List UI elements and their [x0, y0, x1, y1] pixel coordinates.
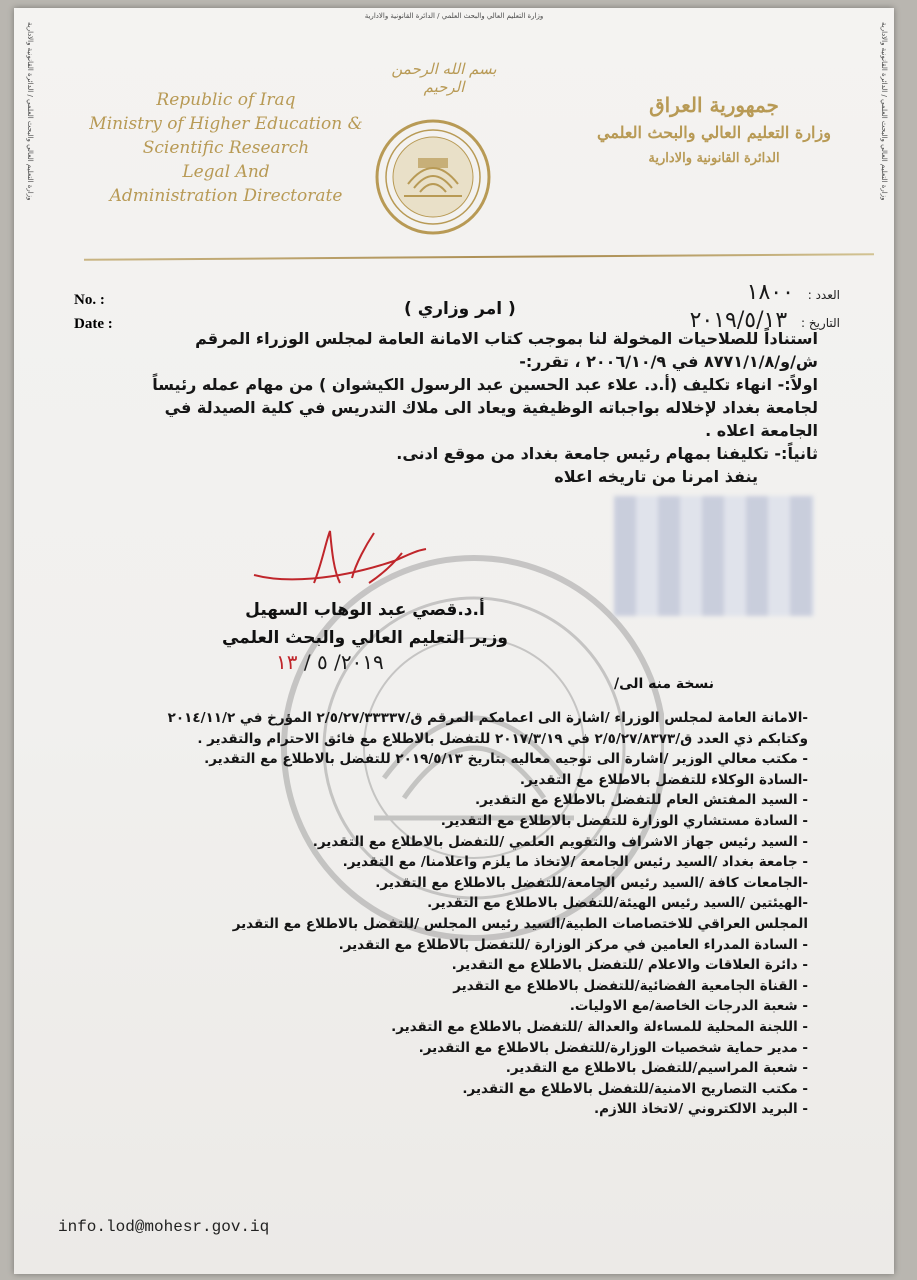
copy-recipient-line: - مكتب التصاريح الامنية/للتفضل بالاطلاع مع التقدير. [462, 1080, 808, 1097]
body-line: الجامعة اعلاه . [705, 421, 818, 440]
letterhead-ar-line: جمهورية العراق [649, 93, 779, 117]
footer-email: info.lod@mohesr.gov.iq [58, 1218, 270, 1236]
copies-list [108, 708, 808, 1120]
copy-recipient-line: -الجامعات كافة /السيد رئيس الجامعة/للتفضل بالاطلاع مع التقدير. [375, 874, 808, 891]
date-label: Date : [74, 316, 113, 332]
copy-recipient-line: - السادة مستشاري الوزارة للتفضل بالاطلاع مع التقدير. [440, 812, 808, 829]
letterhead-arabic [594, 90, 834, 172]
number-value: ١٨٠٠ [746, 280, 794, 305]
copy-recipient-line: - البريد الالكتروني /لاتخاذ اللازم. [593, 1101, 808, 1118]
body-line: لجامعة بغداد لإخلاله بواجباته الوظيفية ويعاد الى ملاك التدريس في كلية الصيدلة في [164, 398, 818, 417]
document-page [14, 8, 894, 1274]
body-line: ينفذ امرنا من تاريخه اعلاه [554, 467, 758, 486]
copy-recipient-line: - السادة المدراء العامين في مركز الوزارة /للتفضل بالاطلاع مع التقدير. [338, 936, 808, 953]
body-line: استناداً للصلاحيات المخولة لنا بموجب كتاب الامانة العامة لمجلس الوزراء المرقم [195, 329, 818, 348]
copy-recipient-line: - شعبة الدرجات الخاصة/مع الاوليات. [569, 998, 808, 1015]
top-border-text: وزارة التعليم العالي والبحث العلمي / الدائرة القانونية والادارية [364, 12, 544, 20]
letterhead-ar-line: الدائرة القانونية والادارية [648, 151, 780, 166]
meta-english [74, 288, 113, 336]
letterhead-ar-line: وزارة التعليم العالي والبحث العلمي [597, 123, 831, 142]
body-line: ش/و/٨٧٧١/١/٨ في ٢٠٠٦/١٠/٩ ، تقرر:- [519, 352, 818, 371]
copy-recipient-line: - القناة الجامعية الفضائية/للتفضل بالاطلاع مع التقدير [453, 977, 808, 994]
ministry-emblem-icon [374, 118, 492, 236]
signature-date [276, 650, 384, 674]
letterhead-en-line: Republic of Iraq [156, 90, 296, 110]
copy-recipient-line: - مدير حماية شخصيات الوزارة/للتفضل بالاطلاع مع التقدير. [418, 1039, 808, 1056]
copies-heading: نسخة منه الى/ [613, 676, 714, 692]
no-label: No. : [74, 292, 105, 308]
copy-recipient-line: المجلس العراقي للاختصاصات الطبية/السيد رئيس المجلس /للتفضل بالاطلاع مع التقدير [232, 915, 808, 932]
body-line: ثانياً:- تكليفنا بمهام رئيس جامعة بغداد من موقع ادنى. [396, 444, 818, 463]
signatory-block [222, 596, 508, 652]
date-label-ar: التاريخ : [800, 316, 840, 330]
letterhead-english [76, 88, 376, 208]
basmala-text: بسم الله الرحمن الرحيم [391, 60, 497, 96]
letterhead-en-line: Scientific Research [142, 138, 310, 158]
order-body [118, 328, 818, 489]
copy-recipient-line: - السيد المفتش العام للتفضل بالاطلاع مع التقدير. [474, 792, 808, 809]
number-label: العدد : [807, 288, 840, 302]
number-row [690, 280, 840, 308]
copy-recipient-line: - جامعة بغداد /السيد رئيس الجامعة /لاتخاذ ما يلزم واعلامنا/ مع التقدير. [342, 854, 808, 871]
copy-recipient-line: -الامانة العامة لمجلس الوزراء /اشارة الى اعمامكم المرقم ق/٢/٥/٢٧/٣٣٣٣٧ المؤرخ في ٢٠١٤/١١/٢ [167, 710, 808, 726]
letterhead-divider [84, 253, 874, 261]
copy-recipient-line: - دائرة العلاقات والاعلام /للتفضل بالاطلاع مع التقدير. [451, 957, 808, 974]
letterhead-en-line: Administration Directorate [109, 186, 343, 206]
document-title: ( امر وزاري ) [404, 299, 516, 319]
copy-recipient-line: - السيد رئيس جهاز الاشراف والتقويم العلمي /للتفضل بالاطلاع مع التقدير. [312, 833, 808, 850]
letterhead-en-line: Ministry of Higher Education & [89, 114, 363, 134]
signatory-title: وزير التعليم العالي والبحث العلمي [221, 628, 508, 648]
copy-recipient-line: -الهيئتين /السيد رئيس الهيئة/للتفضل بالاطلاع مع التقدير. [427, 895, 808, 912]
left-border-text: وزارة التعليم العالي والبحث العلمي / الدائرة القانونية والادارية [26, 22, 34, 201]
signature-graphic [244, 523, 434, 603]
date-value: ٢٠١٩/٥/١٣ [689, 308, 788, 333]
signature-date-day: ١٣ [276, 650, 298, 674]
copy-recipient-line: وكتابكم ذي العدد ق/٢/٥/٢٧/٨٣٧٣ في ٢٠١٧/٣/١٩ للتفضل بالاطلاع مع فائق الاحترام والتقدير . [197, 730, 808, 747]
copy-recipient-line: - مكتب معالي الوزير /اشارة الى توجيه معاليه بتاريخ ٢٠١٩/٥/١٣ للتفضل بالاطلاع مع التقدير. [204, 751, 808, 768]
copy-recipient-line: -السادة الوكلاء للتفضل بالاطلاع مع التقدير. [519, 771, 808, 788]
redacted-area [614, 496, 814, 616]
right-border-text: وزارة التعليم العالي والبحث العلمي / الدائرة القانونية والادارية [880, 22, 888, 201]
copy-recipient-line: - شعبة المراسيم/للتفضل بالاطلاع مع التقدير. [505, 1060, 808, 1077]
body-line: اولاً:- انهاء تكليف (أ.د. علاء عبد الحسين عبد الرسول الكيشوان ) من مهام عمله رئيساً [152, 375, 818, 394]
copy-recipient-line: - اللجنة المحلية للمساءلة والعدالة /للتفضل بالاطلاع مع التقدير. [391, 1018, 808, 1035]
signature-date-prefix: ٢٠١٩/ ٥ / [303, 650, 384, 674]
letterhead-en-line: Legal And [182, 162, 270, 182]
signatory-name: أ.د.قصي عبد الوهاب السهيل [245, 600, 485, 620]
